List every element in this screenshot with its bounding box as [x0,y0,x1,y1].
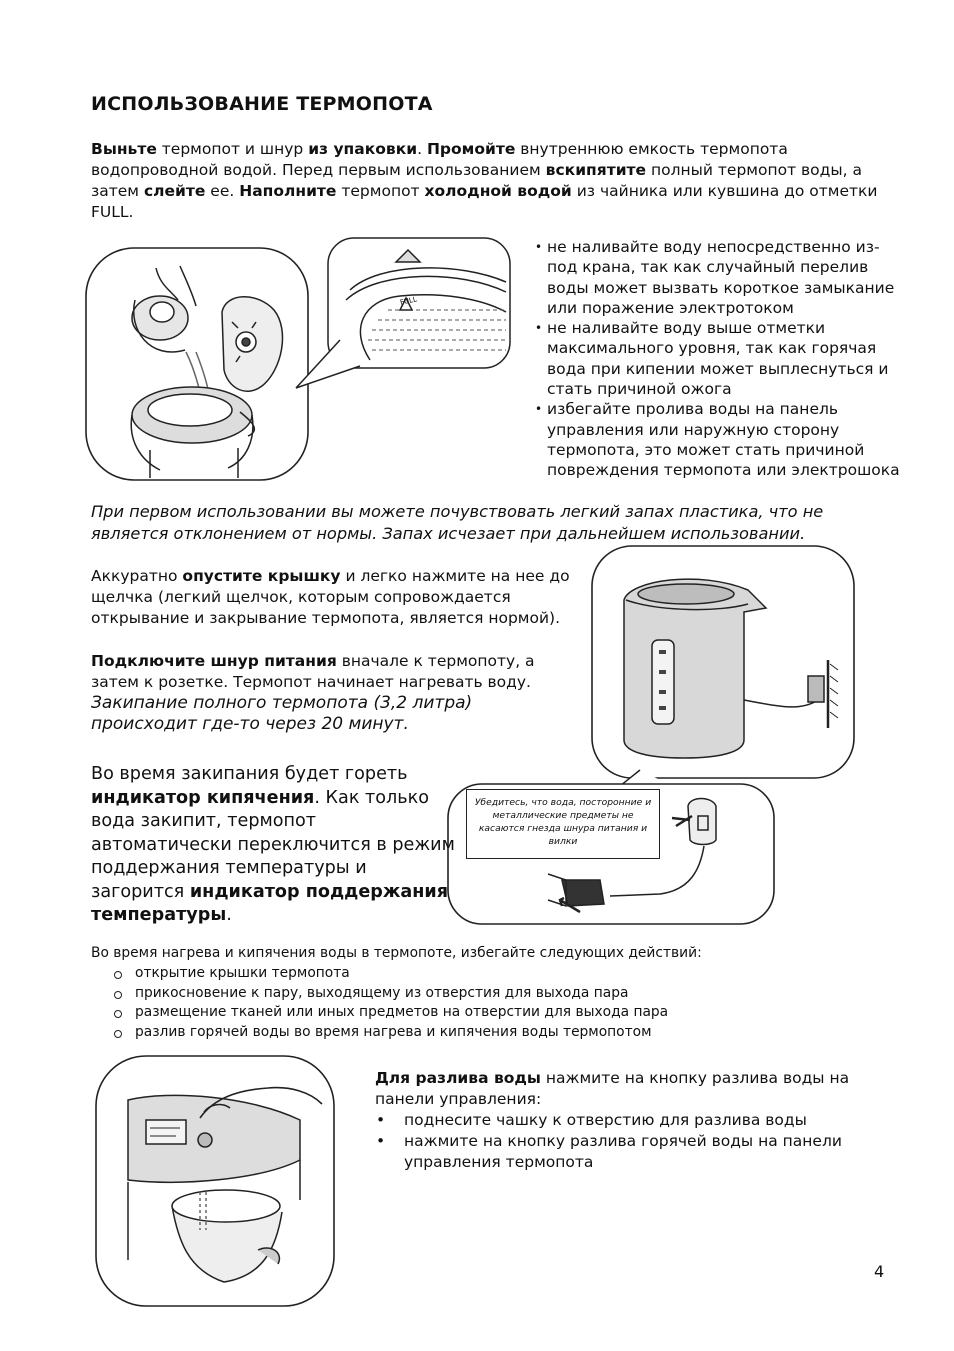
pour-item: • поднесите чашку к отверстию для разлива воды [375,1110,875,1131]
boil-text-2: . Как только вода закипит, термопот автоматически переключится в режим поддержания температуры и загорится [91,787,455,902]
warning-item: • не наливайте воду выше отметки максимального уровня, так как горячая вода при кипении может выплеснуться и стать причиной ожога [535,318,905,399]
boil-paragraph [91,763,461,928]
power-italic-1: Закипание полного термопота (3,2 литра) происходит где-то через 20 минут. [91,693,473,734]
lid-paragraph [91,566,581,629]
page-title: ИСПОЛЬЗОВАНИЕ ТЕРМОПОТА [91,93,433,115]
lid-text-2: и легко нажмите на нее до щелчка (легкий щелчок, которым сопровождается открывание и закрывание термопота, является нормой). [91,567,570,627]
full-mark-label: FULL [399,295,418,307]
avoid-item: размещение тканей или иных предметов на отверстии для выхода пара [113,1003,813,1023]
intro-text-7: из чайника или кувшина до отметки FULL. [91,182,878,221]
intro-paragraph [91,139,891,223]
pour-section [375,1068,875,1173]
boil-text-1: Во время закипания будет гореть [91,764,408,784]
pour-item: • нажмите на кнопку разлива горячей воды на панели управления термопота [375,1131,875,1173]
boil-bold-2: индикатор поддержания температуры [91,881,449,925]
fill-illustration [86,248,308,480]
boil-bold-1: индикатор кипячения [91,787,315,808]
avoid-item: прикосновение к пару, выходящему из отверстия для выхода пара [113,984,813,1004]
intro-text-2: . [417,140,427,158]
avoid-list [113,964,813,1043]
pour-text-1: нажмите на кнопку разлива воды на панели управления: [375,1069,850,1108]
smell-note: При первом использовании вы можете почувствовать легкий запах пластика, что не является отклонением от нормы. Запах исчезает при дальнейшем использовании. [91,502,824,543]
avoid-item: открытие крышки термопота [113,964,813,984]
dispense-illustration [96,1056,334,1306]
intro-bold-1: Выньте [91,140,157,158]
pot-illustration [590,546,854,810]
intro-bold-2: из упаковки [308,140,418,158]
warning-item: • не наливайте воду непосредственно из-под крана, так как случайный перелив воды может вызвать короткое замыкание или поражение электротоком [535,237,905,318]
intro-text-6: термопот [336,182,425,200]
pour-list [375,1110,875,1173]
intro-bold-5: слейте [143,182,206,200]
pour-paragraph [375,1068,875,1110]
lid-text-1: Аккуратно [91,567,183,585]
plug-callout: Убедитесь, что вода, посторонние и металлические предметы не касаются гнезда шнура питания и вилки [466,789,660,859]
intro-bold-6: Наполните [239,182,337,200]
warning-item: • избегайте пролива воды на панель управления или наружную сторону термопота, это может стать причиной повреждения термопота или электрошока [535,399,905,480]
avoid-item: разлив горячей воды во время нагрева и кипячения воды термопотом [113,1023,813,1043]
intro-bold-3: Промойте [426,140,516,158]
power-text-1: вначале к термопоту, а затем к розетке. Термопот начинает нагревать воду. [91,652,535,691]
warning-list [535,237,905,481]
full-mark-zoom [296,238,510,388]
lid-bold-1: опустите крышку [182,567,341,585]
page-number: 4 [874,1262,885,1281]
power-bold-1: Подключите шнур питания [91,652,337,670]
intro-text-1: термопот и шнур [156,140,309,158]
power-paragraph [91,651,561,735]
intro-bold-7: холодной водой [424,182,572,200]
intro-text-5: ее. [205,182,240,200]
intro-text-4: полный термопот воды, а затем [91,161,862,200]
boil-text-3: . [226,905,232,925]
avoid-heading: Во время нагрева и кипячения воды в термопоте, избегайте следующих действий: [91,945,702,961]
pour-bold-1: Для разлива воды [375,1069,541,1087]
intro-bold-4: вскипятите [545,161,647,179]
intro-text-3: внутреннюю емкость термопота водопроводной водой. Перед первым использованием [91,140,788,179]
